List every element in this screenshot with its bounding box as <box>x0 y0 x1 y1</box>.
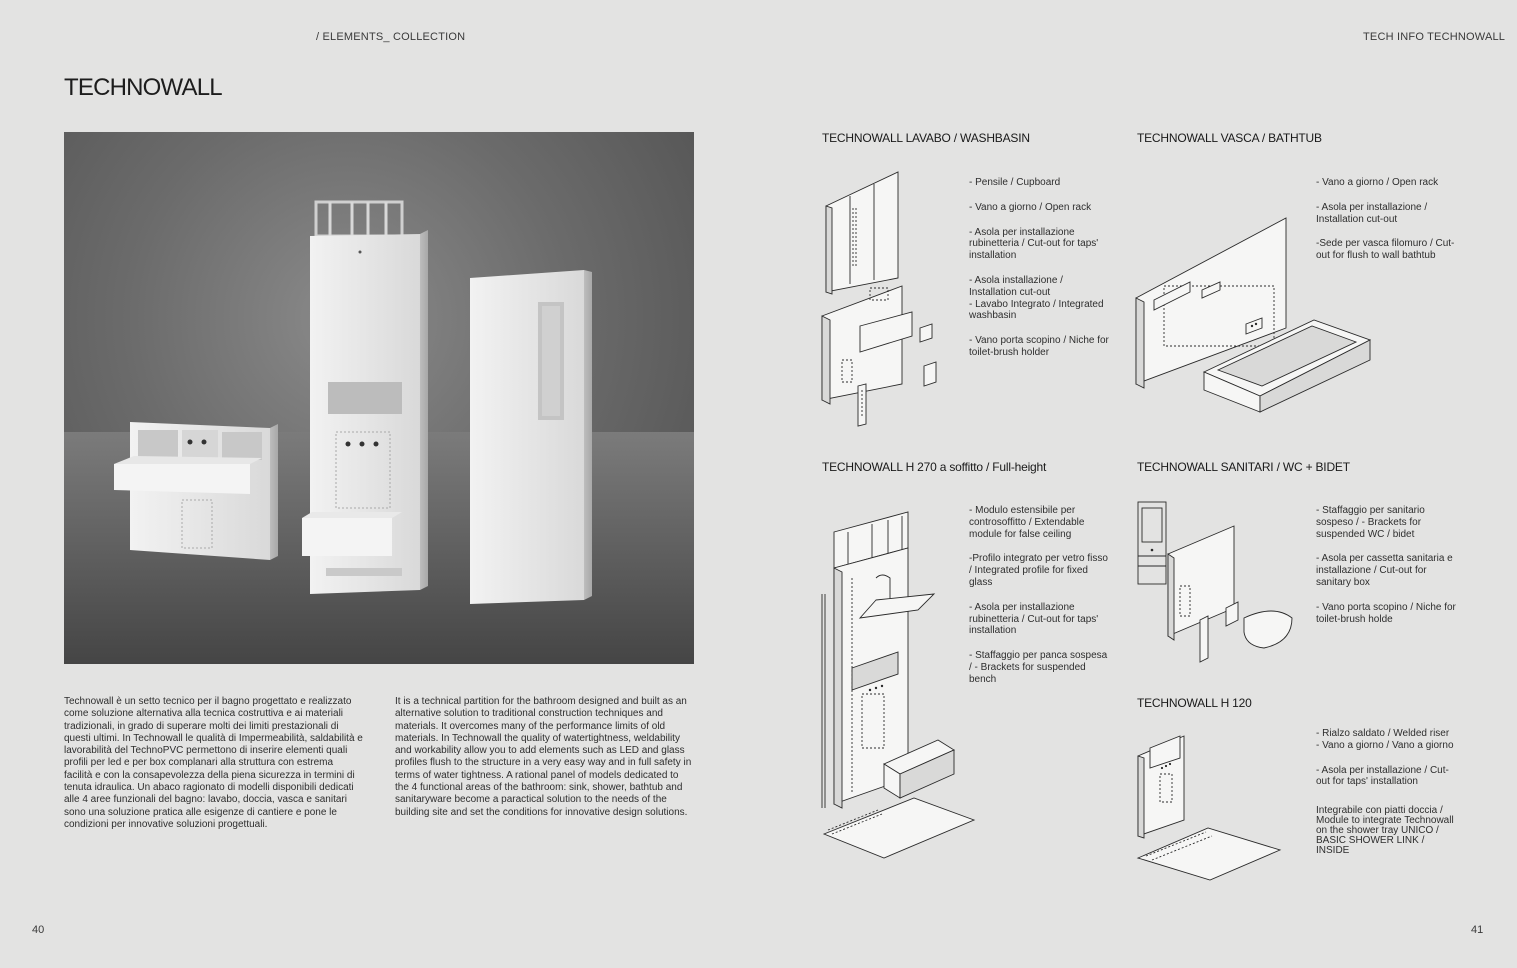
note-item: -Sede per vasca filomuro / Cut-out for flush to wall bathtub <box>1316 238 1455 262</box>
isometric-drawing-sanitari <box>1134 496 1294 666</box>
right-page <box>758 0 1517 968</box>
note-item: - Asola installazione / Installation cut-out <box>969 274 1063 298</box>
page-number-right: 41 <box>1471 924 1484 936</box>
notes-h120 <box>1316 728 1456 869</box>
isometric-drawing-h120 <box>1134 722 1284 882</box>
notes-h270 <box>969 505 1109 699</box>
note-item: - Modulo estensibile per controsoffitto / Extendable module for false ceiling <box>969 505 1085 540</box>
left-page <box>0 0 758 968</box>
running-head-right: TECH INFO TECHNOWALL <box>1363 31 1506 43</box>
note-item: - Vano a giorno / Vano a giorno <box>1316 739 1454 751</box>
note-item: - Vano a giorno / Open rack <box>1316 177 1439 188</box>
section-title-h270: TECHNOWALL H 270 a soffitto / Full-height <box>822 460 1047 474</box>
note-item: - Staffaggio per panca sospesa / - Brackets for suspended bench <box>969 650 1108 685</box>
section-title-h120: TECHNOWALL H 120 <box>1137 696 1252 710</box>
section-title-vasca: TECHNOWALL VASCA / BATHTUB <box>1137 131 1322 145</box>
note-item: - Asola per installazione / Cut-out for taps' installation <box>1316 764 1449 788</box>
note-item: -Profilo integrato per vetro fisso / Integrated profile for fixed glass <box>969 553 1108 588</box>
note-item: - Staffaggio per sanitario sospeso / - Brackets for suspended WC / bidet <box>1316 505 1425 540</box>
section-title-lavabo: TECHNOWALL LAVABO / WASHBASIN <box>822 131 1030 145</box>
product-render-photo <box>64 132 694 664</box>
notes-lavabo <box>969 177 1109 372</box>
isometric-drawing-h270 <box>818 508 978 868</box>
note-item: - Asola per installazione rubinetteria / Cut-out for taps' installation <box>969 226 1099 262</box>
note-item: - Lavabo Integrato / Integrated washbasin <box>969 298 1104 322</box>
section-title-sanitari: TECHNOWALL SANITARI / WC + BIDET <box>1137 460 1350 474</box>
note-item: - Asola per installazione rubinetteria / Cut-out for taps' installation <box>969 601 1099 637</box>
note-item: - Pensile / Cupboard <box>969 177 1061 188</box>
note-item: - Rialzo saldato / Welded riser <box>1316 728 1450 739</box>
page-title: TECHNOWALL <box>64 74 222 101</box>
notes-sanitari <box>1316 505 1456 638</box>
note-item: - Asola per cassetta sanitaria e installazione / Cut-out for sanitary box <box>1316 553 1453 588</box>
note-item: - Asola per installazione / Installation cut-out <box>1316 201 1428 225</box>
isometric-drawing-lavabo <box>820 168 960 433</box>
page-number-left: 40 <box>32 924 45 936</box>
running-head-left: / ELEMENTS_ COLLECTION <box>316 31 466 43</box>
description-english: It is a technical partition for the bathroom designed and built as an alternative solution to traditional construction techniques and materials. It overcomes many of the performance limits of old materials. In Technowall the quality of watertightness, weldability and workability allow you to add elements such as LED and glass profiles flush to the structure in a very easy way and in full safety in terms of water tightness. A rational panel of models dedicated to the 4 functional areas of the bathroom: sink, shower, bathtub and sanitaryware become a paractical solution to the needs of the building site and set the conditions for innovative design solutions. <box>395 696 692 818</box>
note-item: Integrabile con piatti doccia / Module to integrate Technowall on the shower tray UNICO / BASIC SHOWER LINK / INSIDE <box>1316 805 1454 857</box>
note-item: - Vano porta scopino / Niche for toilet-brush holde <box>1316 601 1456 625</box>
description-italian: Technowall è un setto tecnico per il bagno progettato e realizzato come soluzione alternativa alla tecnica costruttiva e ai materiali tradizionali, in grado di superare molti dei limiti prestazionali di questi ultimi. In Technowall le qualità di Impermeabilità, saldabilità e lavorabilità del TechnoPVC permettono di inserire elementi quali profili per led e per box complanari alla struttura con estrema facilità e con la consapevolezza della piena sicurezza in termini di tenuta idraulica. Un abaco ragionato di modelli disponibili dedicati alle 4 aree funzionali del bagno: lavabo, doccia, vasca e sanitari sono una soluzione pratica alle esigenze di cantiere e pone le condizioni per innovative soluzioni progettuali. <box>64 696 363 830</box>
notes-vasca <box>1316 177 1456 275</box>
note-item: - Vano porta scopino / Niche for toilet-brush holder <box>969 335 1109 358</box>
note-item: - Vano a giorno / Open rack <box>969 201 1092 213</box>
